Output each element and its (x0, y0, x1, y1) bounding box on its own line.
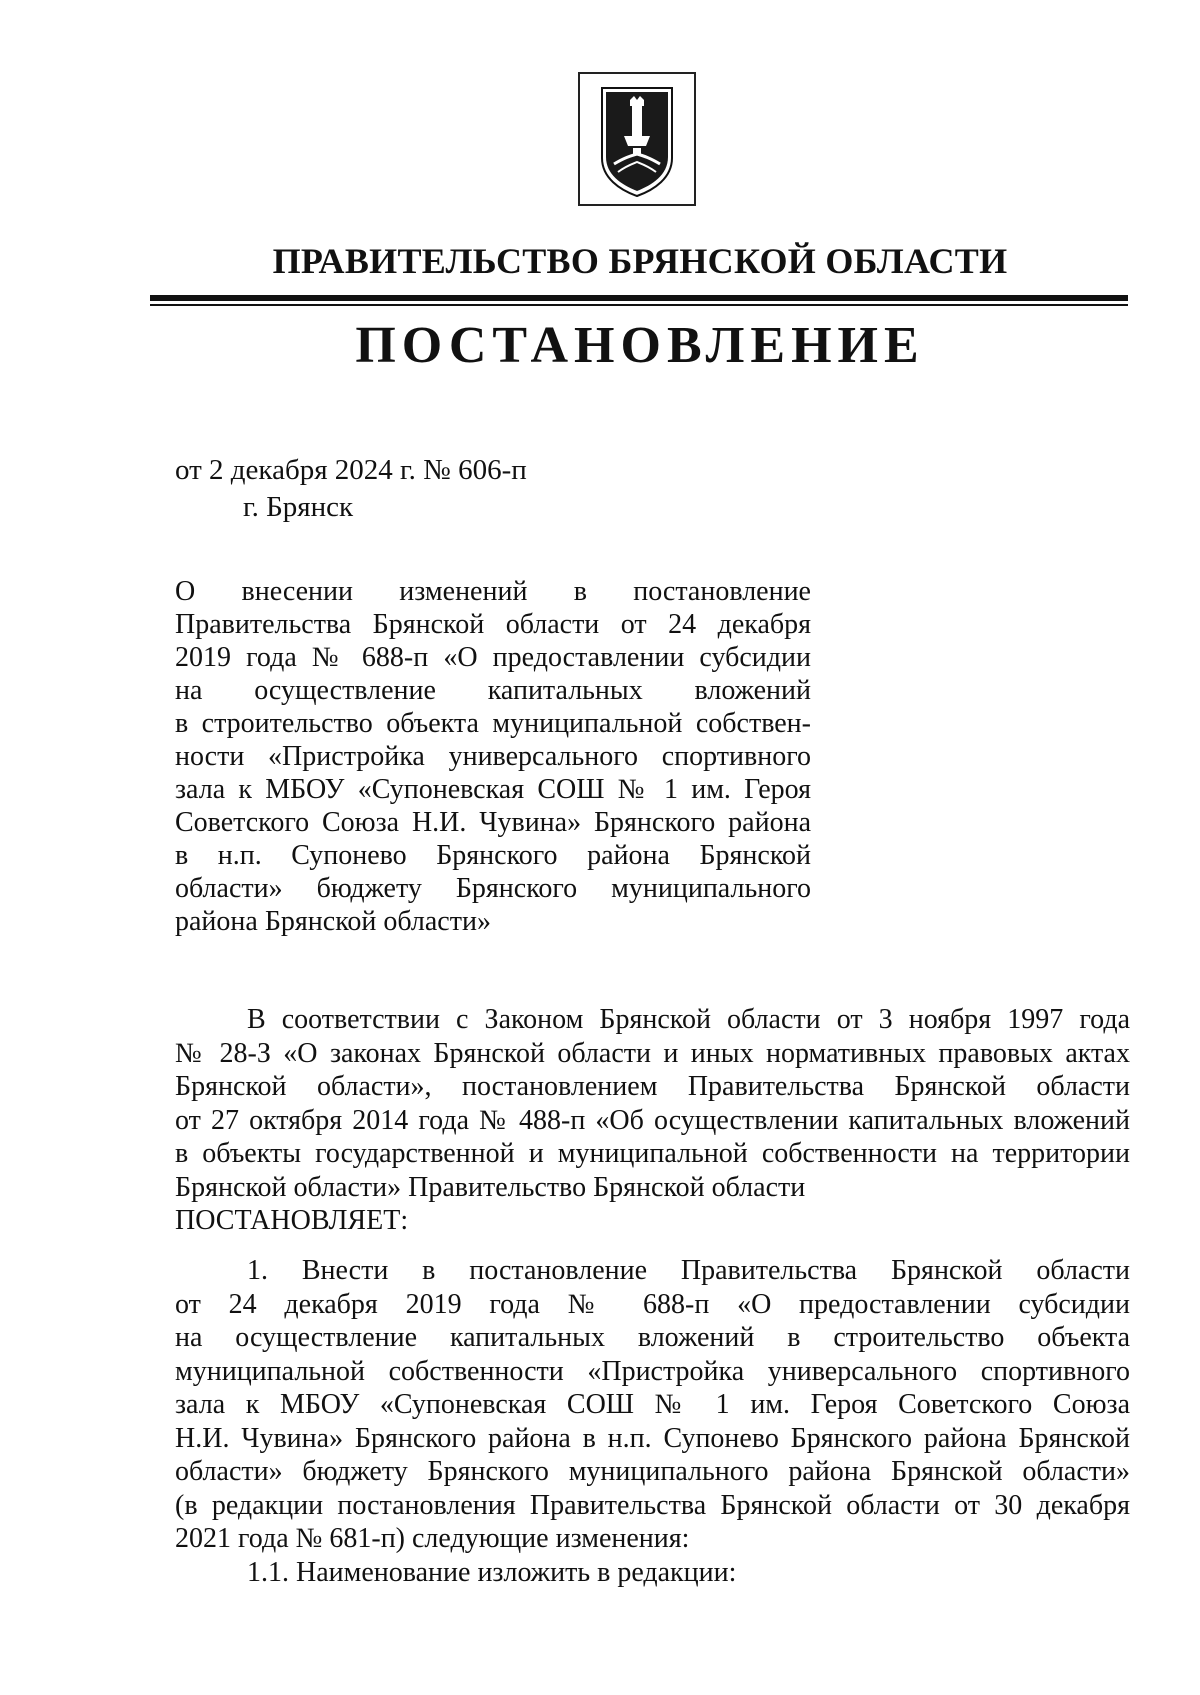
clause-line: зала к МБОУ «Супоневская СОШ № 1 им. Героя Советского Союза (175, 1389, 1130, 1420)
subject-line: Правительства Брянской области от 24 декабря (175, 609, 811, 640)
subject-line: ности «Пристройка универсального спортивного (175, 741, 811, 772)
basis-line: от 27 октября 2014 года № 488-п «Об осуществлении капитальных вложений (175, 1104, 1130, 1136)
subclause-line: 1.1. Наименование изложить в редакции: (247, 1556, 737, 1588)
clause-line: Н.И. Чувина» Брянского района в н.п. Супонево Брянского района Брянской (175, 1422, 1130, 1454)
subject-line: О внесении изменений в постановление (175, 576, 811, 607)
clause-line: на осуществление капитальных вложений в строительство объекта (175, 1322, 1130, 1353)
basis-line: Брянской области» Правительство Брянской области (175, 1171, 806, 1203)
clause-line: области» бюджету Брянского муниципального района Брянской области» (175, 1456, 1130, 1487)
clause-line: от 24 декабря 2019 года № 688-п «О предоставлении субсидии (175, 1288, 1130, 1320)
header-divider-thin (150, 304, 1128, 306)
subject-line: в строительство объекта муниципальной собствен- (175, 708, 811, 739)
subject-line: в н.п. Супонево Брянского района Брянской (175, 840, 811, 871)
document-date-number: от 2 декабря 2024 г. № 606-п (175, 454, 527, 486)
header-divider-thick (150, 295, 1128, 301)
basis-line: в объекты государственной и муниципальной собственности на территории (175, 1138, 1130, 1169)
coat-of-arms-icon (578, 72, 696, 206)
basis-line: № 28-З «О законах Брянской области и иных нормативных правовых актах (175, 1037, 1130, 1069)
clause-paragraph (175, 1254, 1130, 1589)
clause-line: 1. Внести в постановление Правительства Брянской области (247, 1255, 1130, 1286)
subject-line: области» бюджету Брянского муниципального (175, 873, 811, 904)
subject-line: на осуществление капитальных вложений (175, 675, 811, 706)
subject-line: 2019 года № 688-п «О предоставлении субсидии (175, 642, 811, 673)
basis-line: В соответствии с Законом Брянской области от 3 ноября 1997 года (247, 1004, 1130, 1035)
subject-line: зала к МБОУ «Супоневская СОШ № 1 им. Героя (175, 774, 811, 805)
document-subject (175, 575, 811, 938)
subject-line: района Брянской области» (175, 906, 491, 937)
clause-line: муниципальной собственности «Пристройка универсального спортивного (175, 1355, 1130, 1387)
legal-basis-paragraph (175, 1003, 1130, 1238)
resolution-keyword: ПОСТАНОВЛЯЕТ: (175, 1205, 409, 1236)
clause-line: 2021 года № 681-п) следующие изменения: (175, 1523, 690, 1554)
clause-line: (в редакции постановления Правительства Брянской области от 30 декабря (175, 1489, 1130, 1521)
document-city: г. Брянск (243, 491, 354, 523)
subject-line: Советского Союза Н.И. Чувина» Брянского района (175, 807, 811, 838)
organization-title: ПРАВИТЕЛЬСТВО БРЯНСКОЙ ОБЛАСТИ (272, 241, 1008, 281)
basis-line: Брянской области», постановлением Правительства Брянской области (175, 1071, 1130, 1102)
document-type-title: ПОСТАНОВЛЕНИЕ (355, 317, 925, 374)
